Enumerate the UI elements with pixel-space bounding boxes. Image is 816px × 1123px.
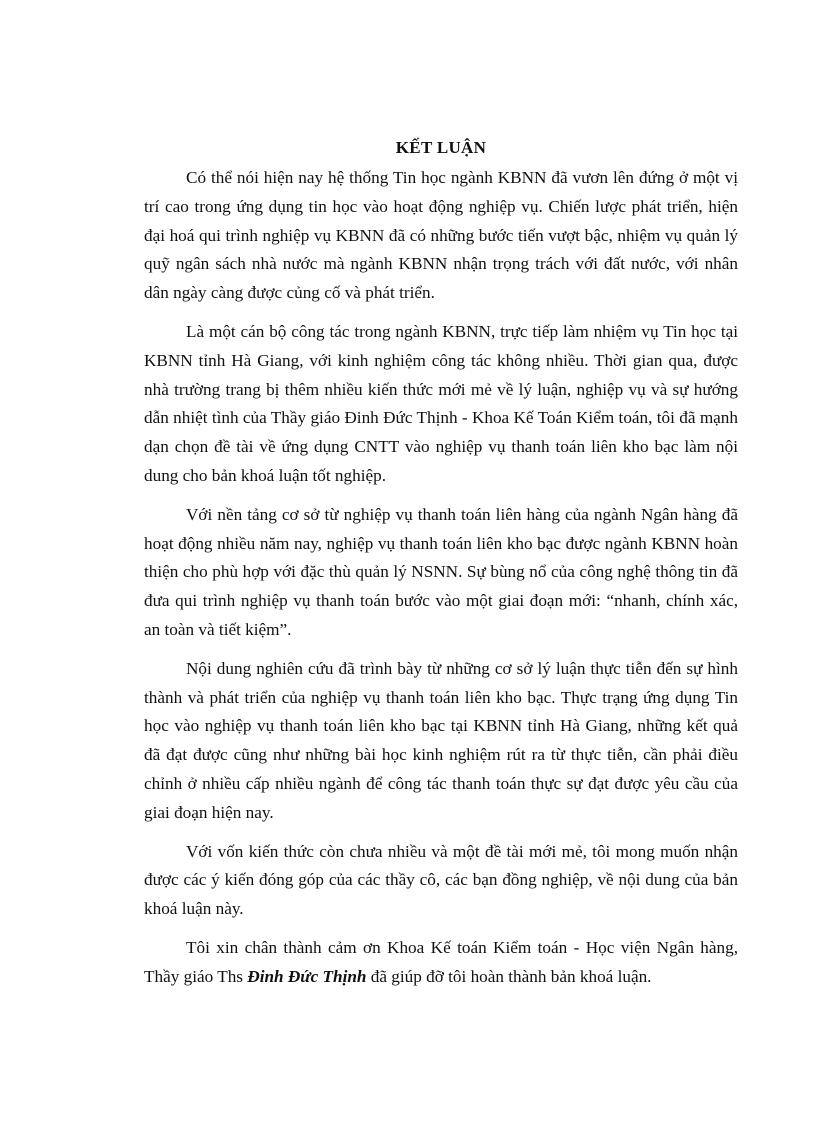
- closing-paragraph: [144, 934, 738, 992]
- advisor-name: Đinh Đức Thịnh: [247, 966, 367, 986]
- document-title: KẾT LUẬN: [395, 138, 487, 157]
- paragraph-1: Có thể nói hiện nay hệ thống Tin học ngành KBNN đã vươn lên đứng ở một vị trí cao trong ứng dụng tin học vào hoạt động nghiệp vụ. Chiến lược phát triển, hiện đại hoá qui trình nghiệp vụ KBNN đã có những bước tiến vượt bậc, nhiệm vụ quản lý quỹ ngân sách nhà nước mà ngành KBNN nhận trọng trách với đất nước, với nhân dân ngày càng được củng cố và phát triển.: [144, 168, 738, 303]
- closing-text-after: đã giúp đỡ tôi hoàn thành bản khoá luận.: [366, 966, 652, 986]
- document-page: [144, 136, 738, 992]
- paragraph-3: Với nền tảng cơ sở từ nghiệp vụ thanh toán liên hàng của ngành Ngân hàng đã hoạt động nhiều năm nay, nghiệp vụ thanh toán liên kho bạc được ngành KBNN hoàn thiện cho phù hợp với đặc thù quản lý NSNN. Sự bùng nổ của công nghệ thông tin đã đưa qui trình nghiệp vụ thanh toán bước vào một giai đoạn mới: “nhanh, chính xác, an toàn và tiết kiệm”.: [144, 504, 738, 639]
- paragraph-2: Là một cán bộ công tác trong ngành KBNN, trực tiếp làm nhiệm vụ Tin học tại KBNN tỉnh Hà Giang, với kinh nghiệm công tác không nhiều. Thời gian qua, được nhà trường trang bị thêm nhiều kiến thức mới mẻ về lý luận, nghiệp vụ và sự hướng dẫn nhiệt tình của Thầy giáo Đinh Đức Thịnh - Khoa Kế Toán Kiểm toán, tôi đã mạnh dạn chọn đề tài về ứng dụng CNTT vào nghiệp vụ thanh toán liên kho bạc làm nội dung cho bản khoá luận tốt nghiệp.: [144, 321, 738, 485]
- paragraph-5: Với vốn kiến thức còn chưa nhiều và một đề tài mới mẻ, tôi mong muốn nhận được các ý kiến đóng góp của các thầy cô, các bạn đồng nghiệp, về nội dung của bản khoá luận này.: [144, 841, 738, 919]
- paragraph-4: Nội dung nghiên cứu đã trình bày từ những cơ sở lý luận thực tiễn đến sự hình thành và phát triển của nghiệp vụ thanh toán liên kho bạc. Thực trạng ứng dụng Tin học vào nghiệp vụ thanh toán liên kho bạc tại KBNN tỉnh Hà Giang, những kết quả đã đạt được cũng như những bài học kinh nghiệm rút ra từ thực tiễn, cần phải điều chỉnh ở nhiều cấp nhiều ngành để công tác thanh toán thực sự đạt được yêu cầu của giai đoạn hiện nay.: [144, 658, 738, 822]
- closing-text-before: Tôi xin chân thành cảm ơn Khoa Kế toán Kiểm toán - Học viện Ngân hàng, Thầy giáo Ths: [144, 937, 738, 986]
